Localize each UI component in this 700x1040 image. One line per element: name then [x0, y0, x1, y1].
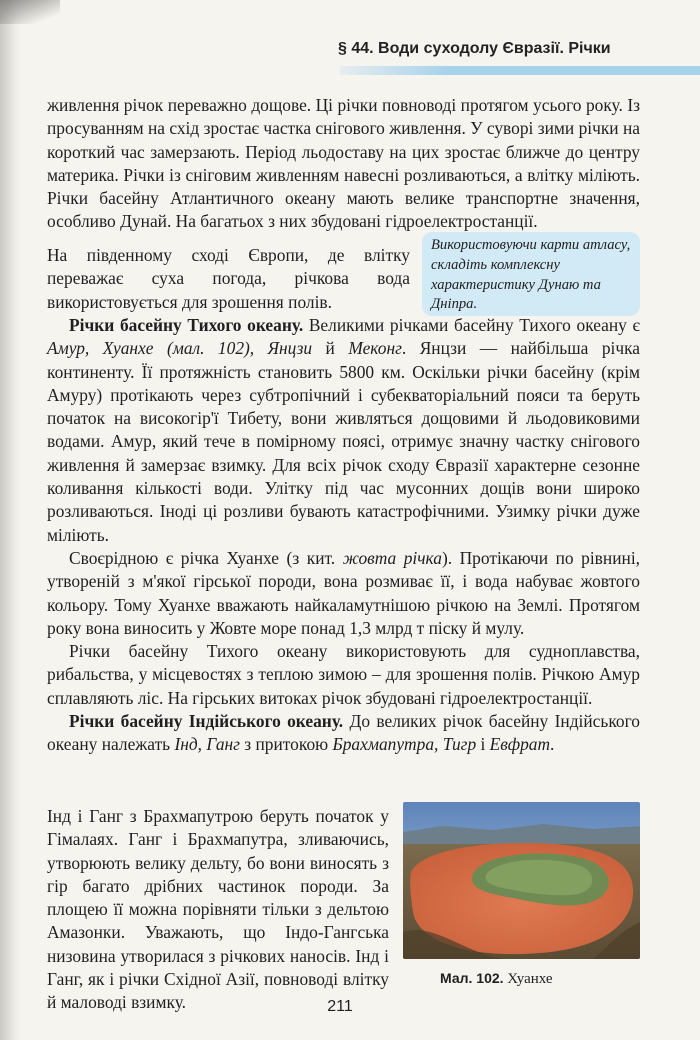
paragraph-pacific-usage: Річки басейну Тихого океану використовують для судноплавства, рибальства, у місцевостях з теплою зимою – для зрошення полів. Річкою Амур сплавляють ліс. На гірських витоках річок збудовані гідроелектростанції.	[47, 641, 640, 708]
atlantic-text: живлення річок переважно дощове. Ці річки повноводі протягом усього року. Із просуванням на схід зростає частка снігового живлення. У суворі зими річки на короткий час замерзають. Період льодоставу на цих зростає ближче до центру материка. Річки із сніговим живленням навесні розливаються, а влітку міліють. Річки басейну Атлантичного океану мають велике транспортне значення, особливо Дунай. На багатьох з них збудовані гідроелектростанції.	[47, 95, 640, 232]
pacific-and-indian-section	[47, 314, 640, 757]
indian-rivers-3: Евфрат	[489, 734, 551, 755]
indian-rivers-1: Інд, Ганг	[174, 734, 240, 755]
yellow-river-translation: жовта річка	[342, 547, 442, 568]
pacific-rivers: Амур, Хуанхе (мал. 102), Янцзи	[47, 338, 313, 359]
figure-caption	[440, 970, 553, 988]
figure-title: Хуанхе	[503, 971, 553, 987]
page-binding-shadow	[0, 0, 22, 1040]
huanghe-photo	[403, 802, 640, 959]
paragraph-indus-ganges	[47, 805, 389, 1015]
paragraph-huanghe: Своєрідною є річка Хуанхе (з кит. жовта річка). Протікаючи по рівнині, утвореній з м'якої гірської породи, вона розмиває її, і вода набуває жовтого кольору. Тому Хуанхе вважають найкаламутнішою річкою на Землі. Протягом року вона виносить у Жовте море понад 1,3 млрд т піску й мулу.	[47, 547, 640, 638]
heading-pacific: Річки басейну Тихого океану.	[69, 315, 304, 335]
task-note	[422, 232, 640, 316]
paragraph-atlantic	[47, 94, 640, 234]
page-number: 211	[327, 998, 353, 1015]
huanghe-river-bend-image	[403, 802, 640, 959]
section-header: § 44. Води суходолу Євразії. Річки	[338, 40, 611, 57]
heading-indian: Річки басейну Індійського океану.	[69, 711, 344, 732]
paragraph-indian: Річки басейну Індійського океану. До великих річок басейну Індійського океану належать Інд, Ганг з притокою Брахмапутра, Тигр і Евфрат.	[47, 711, 640, 755]
mekong: Меконг	[348, 338, 402, 359]
paragraph-pacific: Річки басейну Тихого океану. Великими річками басейну Тихого океану є Амур, Хуанхе (мал. 102), Янцзи й Меконг. Янцзи — найбільша річка континенту. Її протяжність становить 5800 км. Оскільки річки басейну (крім Амуру) протікають через субтропічний і субекваторіальний пояси та беруть початок на високогір'ї Тибету, вони живляться дощовими й льодовиковими водами. Амур, який тече в помірному поясі, отримує значну частку снігового живлення й замерзає взимку. Для всіх річок сходу Євразії характерне сезонне коливання кількості води. Улітку під час мусонних дощів вони широко розливаються. Іноді ці розливи бувають катастрофічними. Узимку річки дуже міліють.	[47, 315, 640, 545]
page-corner-shadow	[0, 0, 60, 24]
task-note-text: Використовуючи карти атласу, складіть комплексну характеристику Дунаю та Дніпра.	[431, 237, 631, 313]
paragraph-southeast-europe	[47, 244, 410, 314]
header-accent-bar	[340, 66, 700, 75]
figure-label: Мал. 102.	[440, 970, 504, 986]
indian-rivers-2: Брахмапутра, Тигр	[332, 734, 477, 755]
irrigation-text: На південному сході Європи, де влітку переважає суха погода, річкова вода використовується для зрошення полів.	[47, 245, 410, 312]
indus-ganges-text: Інд і Ганг з Брахмапутрою беруть початок у Гімалаях. Ганг і Брахмапутра, зливаючись, утворюють велику дельту, бо вони виносять з гір багато дрібних частинок породи. За площею її можна порівняти тільки з дельтою Амазонки. Уважають, що Індо-Гангська низовина утворилася з річкових наносів. Інд і Ганг, як і річки Східної Азії, повноводі влітку й маловоді взимку.	[47, 806, 389, 1013]
